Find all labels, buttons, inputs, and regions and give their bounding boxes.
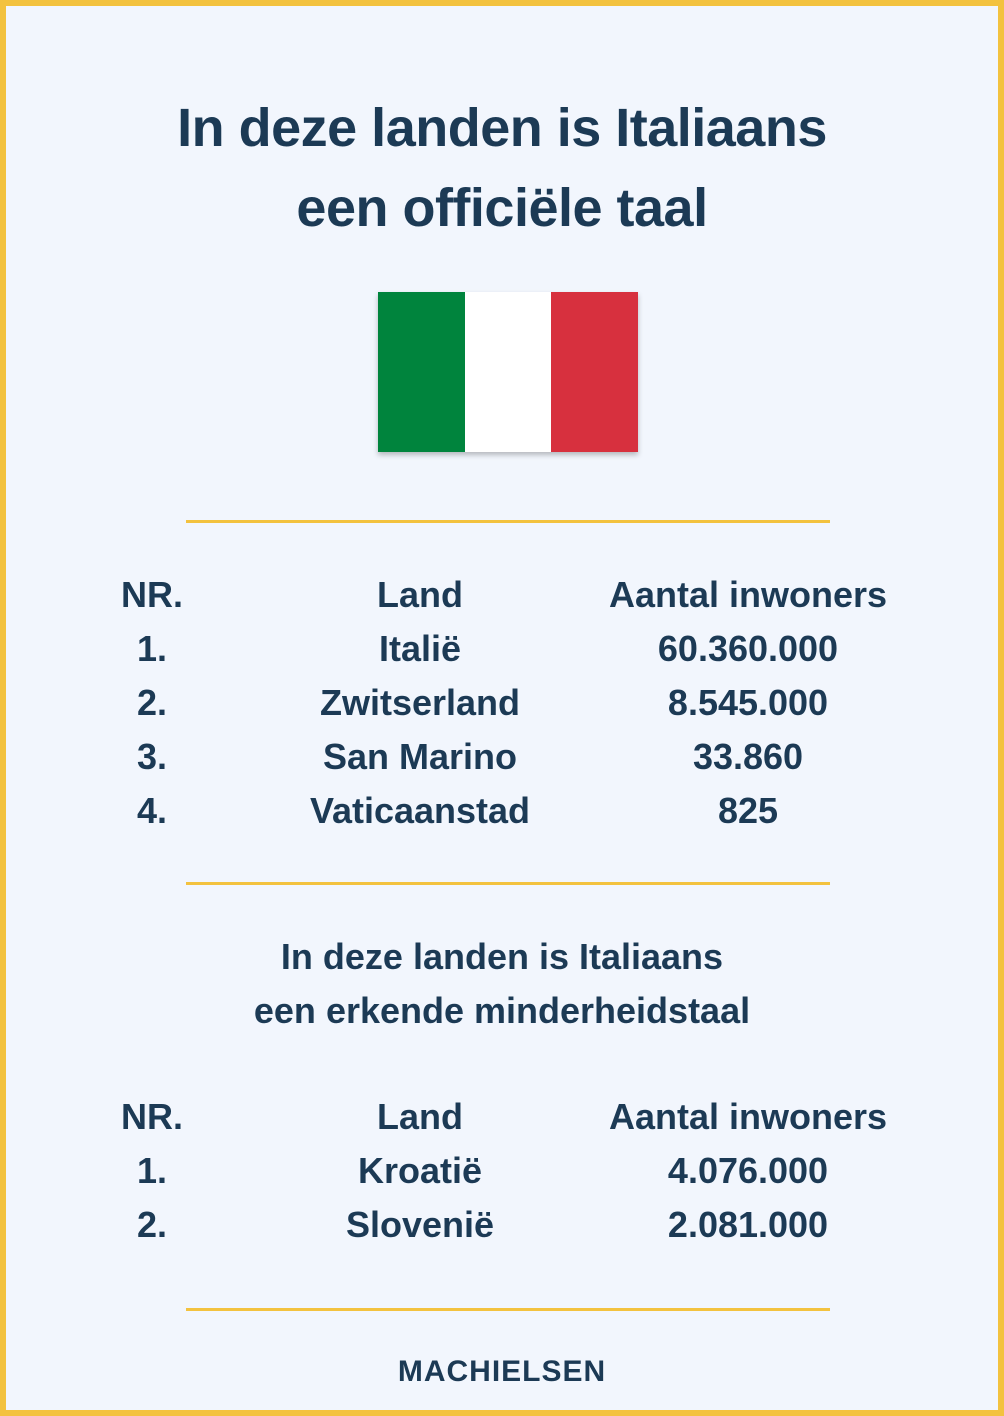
- header-population: Aantal inwoners: [608, 574, 888, 615]
- table-row: [6, 622, 1004, 676]
- row-population: 60.360.000: [657, 628, 839, 669]
- subtitle-line-1: In deze landen is Italiaans: [280, 936, 724, 977]
- row-land: Kroatië: [357, 1150, 483, 1191]
- table-header-row: [6, 1090, 1004, 1144]
- row-nr: 1.: [136, 628, 168, 669]
- title-line-2: [6, 168, 998, 248]
- row-land: Vaticaanstad: [309, 790, 531, 831]
- header-population: Aantal inwoners: [608, 1096, 888, 1137]
- title-emphasis: officiële taal: [402, 178, 708, 238]
- row-land: Italië: [378, 628, 462, 669]
- row-nr: 2.: [136, 682, 168, 723]
- table-header-row: [6, 568, 1004, 622]
- table-row: [6, 1198, 1004, 1252]
- italian-flag-icon: [378, 292, 638, 452]
- row-land: Slovenië: [345, 1204, 495, 1245]
- row-nr: 1.: [136, 1150, 168, 1191]
- row-population: 4.076.000: [667, 1150, 829, 1191]
- row-population: 8.545.000: [667, 682, 829, 723]
- title-line-2-prefix: een: [296, 178, 403, 238]
- minority-language-table: [6, 1090, 1004, 1252]
- flag-stripe-green: [378, 292, 465, 452]
- subtitle-line-2: [6, 984, 998, 1038]
- divider: [186, 1308, 830, 1311]
- header-nr: NR.: [121, 1096, 183, 1137]
- row-population: 2.081.000: [667, 1204, 829, 1245]
- subtitle-emphasis: erkende minderheidstaal: [325, 990, 751, 1031]
- section-subtitle: [6, 930, 998, 1038]
- table-row: [6, 730, 1004, 784]
- header-land: Land: [377, 574, 463, 615]
- header-land: Land: [377, 1096, 463, 1137]
- row-nr: 3.: [136, 736, 168, 777]
- flag-stripe-white: [465, 292, 552, 452]
- brand-logo: MACHIELSEN: [397, 1355, 607, 1388]
- title-line-1: In deze landen is Italiaans: [177, 98, 827, 158]
- row-land: Zwitserland: [319, 682, 521, 723]
- flag-stripe-red: [551, 292, 638, 452]
- table-row: [6, 784, 1004, 838]
- page-title: [6, 88, 998, 248]
- row-nr: 4.: [136, 790, 168, 831]
- subtitle-line-2-prefix: een: [253, 990, 326, 1031]
- table-row: [6, 676, 1004, 730]
- divider: [186, 882, 830, 885]
- official-language-table: [6, 568, 1004, 838]
- header-nr: NR.: [121, 574, 183, 615]
- row-land: San Marino: [322, 736, 518, 777]
- row-nr: 2.: [136, 1204, 168, 1245]
- table-row: [6, 1144, 1004, 1198]
- divider: [186, 520, 830, 523]
- row-population: 825: [717, 790, 779, 831]
- row-population: 33.860: [692, 736, 804, 777]
